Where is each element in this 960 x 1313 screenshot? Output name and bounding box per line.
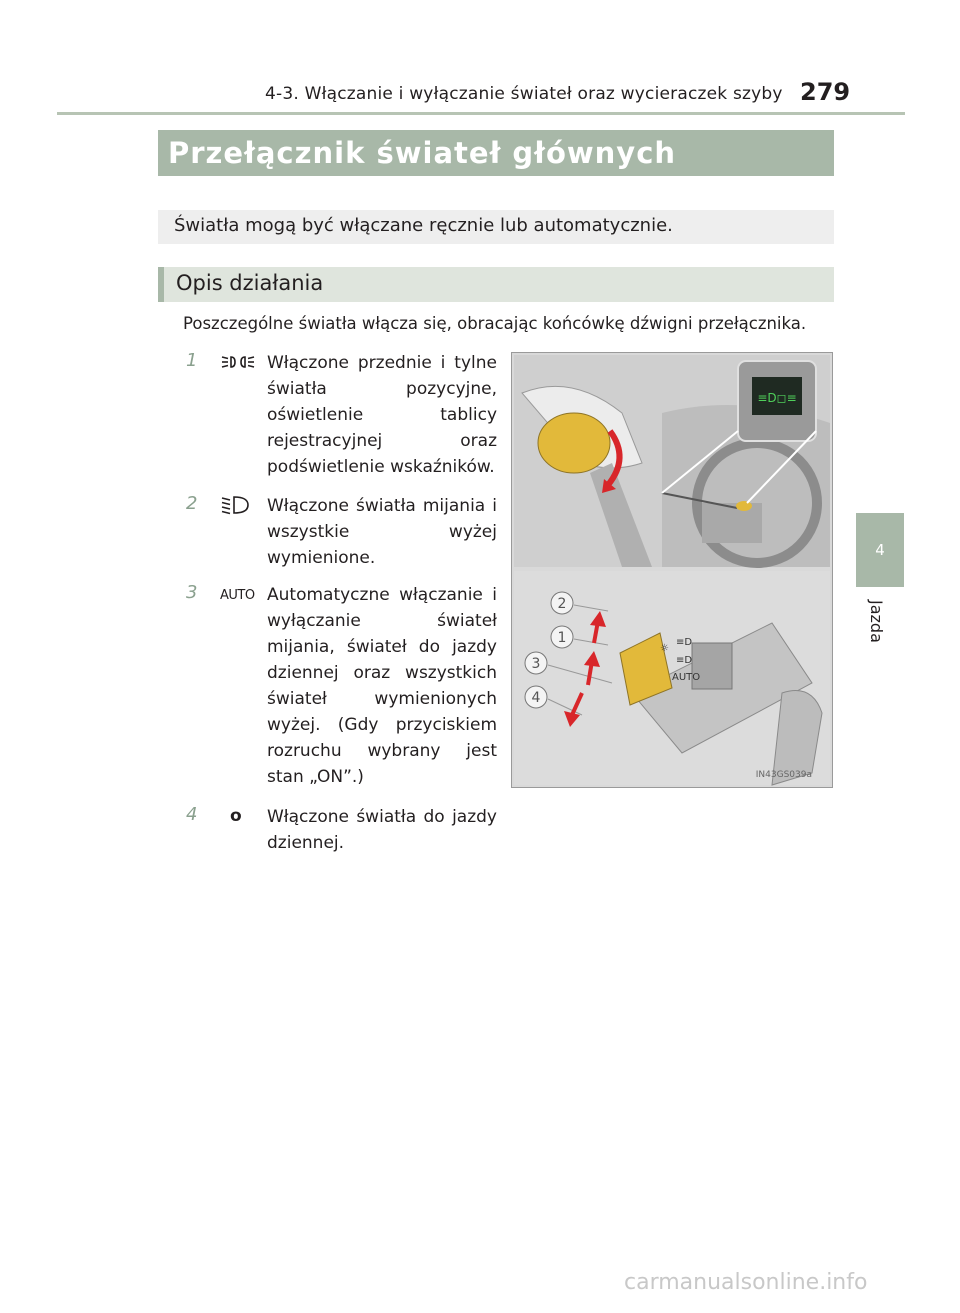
item-text: Włączone przednie i tylne światła pozycyjne, oświetlenie tablicy rejestracyjnej oraz podświetlenie wskaźników. (267, 353, 497, 477)
item-text: Automatyczne włączanie i wyłączanie świateł mijania, świateł do jazdy dziennej oraz wszystkich świateł wymienionych wyżej. (Gdy przyciskiem rozruchu wybrany jest stan „ON”.) (267, 585, 497, 787)
drl-icon-label: o (230, 806, 242, 826)
callout-label: 4 (531, 690, 541, 706)
chapter-number: 4 (875, 541, 885, 559)
item-number: 1 (186, 350, 198, 371)
item-number: 2 (186, 493, 198, 514)
callout-label: 3 (531, 656, 541, 672)
section-banner (158, 130, 834, 176)
item-number: 3 (186, 582, 198, 603)
chapter-label-text: Jazda (867, 600, 886, 643)
subsection-title: Opis działania (176, 271, 324, 295)
item-text: Włączone światła mijania i wszystkie wyżej wymienione. (267, 496, 497, 568)
drl-icon (230, 806, 270, 830)
header-title: 4-3. Włączanie i wyłączanie świateł oraz wycieraczek szyby (265, 84, 783, 104)
list-item (186, 493, 498, 573)
svg-text:≡D: ≡D (676, 637, 693, 648)
headlight-switch-illustration (511, 352, 833, 788)
callout-label: 2 (557, 596, 567, 612)
chapter-tab (856, 513, 904, 587)
list-item (186, 804, 498, 860)
svg-text:≡D◻≡: ≡D◻≡ (757, 391, 797, 405)
svg-text:☼: ☼ (660, 643, 669, 654)
section-title: Przełącznik świateł głównych (168, 136, 677, 170)
auto-icon-label: AUTO (220, 588, 255, 603)
list-item (186, 582, 498, 792)
subsection-heading (158, 267, 834, 302)
lead-text: Poszczególne światła włącza się, obracając końcówkę dźwigni przełącznika. (183, 314, 807, 333)
svg-text:AUTO: AUTO (672, 672, 701, 683)
item-text: Włączone światła do jazdy dziennej. (267, 807, 497, 853)
parking-lights-icon (220, 350, 260, 374)
chapter-label (856, 592, 904, 652)
list-item (186, 350, 498, 480)
item-number: 4 (186, 804, 198, 825)
intro-box (158, 210, 834, 244)
heading-bar (158, 267, 164, 302)
illustration-code: IN43GS039a (755, 770, 812, 780)
auto-icon (220, 588, 260, 612)
low-beam-icon (220, 493, 260, 517)
intro-text: Światła mogą być włączane ręcznie lub automatycznie. (174, 215, 673, 236)
page-number: 279 (800, 78, 851, 106)
watermark: carmanualsonline.info (624, 1270, 868, 1295)
callout-label: 1 (557, 630, 567, 646)
header-rule (57, 112, 905, 115)
svg-text:≡D: ≡D (676, 655, 693, 666)
